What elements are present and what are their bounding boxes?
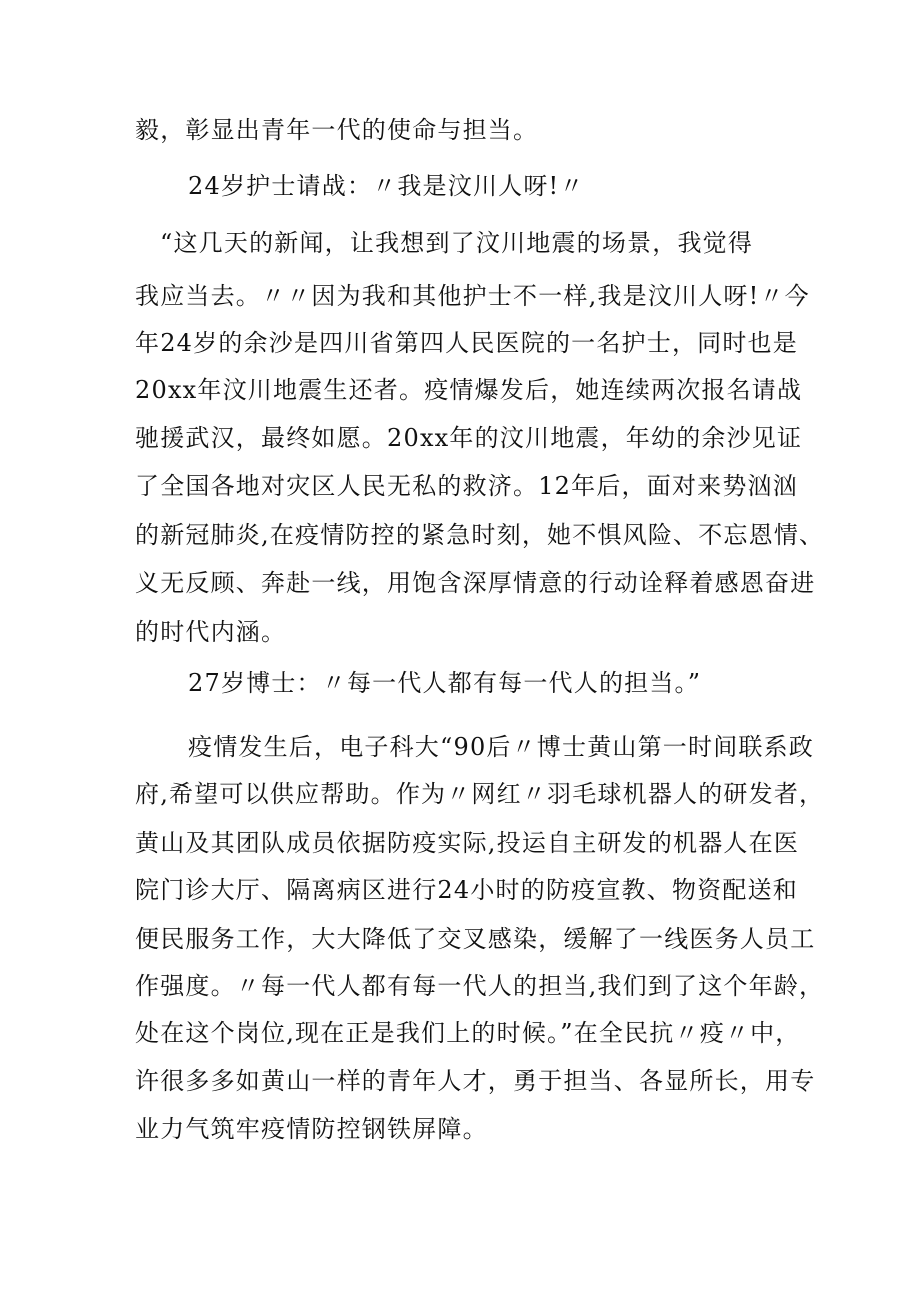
paragraph-line: 了全国各地对灾区人民无私的救济。12年后，面对来势汹汹 — [135, 472, 798, 500]
paragraph-line: 业力气筑牢疫情防控钢铁屏障。 — [135, 1115, 488, 1143]
paragraph-line: 我应当去。〃〃因为我和其他护士不一样,我是汶川人呀!〃今 — [135, 282, 810, 310]
paragraph-line: 的新冠肺炎,在疫情防控的紧急时刻，她不惧风险、不忘恩情、 — [135, 521, 825, 549]
section-heading-nurse: 24岁护士请战：〃我是汶川人呀!〃 — [188, 172, 585, 200]
paragraph-line: 黄山及其团队成员依据防疫实际,投运自主研发的机器人在医 — [135, 829, 800, 857]
paragraph-line: 疫情发生后，电子科大“90后〃博士黄山第一时间联系政 — [188, 733, 815, 761]
paragraph-line: 处在这个岗位,现在正是我们上的时候。”在全民抗〃疫〃中， — [135, 1019, 801, 1047]
paragraph-line: 20xx年汶川地震生还者。疫情爆发后，她连续两次报名请战 — [135, 376, 803, 404]
paragraph-line: “这几天的新闻，让我想到了汶川地震的场景，我觉得 — [160, 229, 754, 257]
paragraph-line: 的时代内涵。 — [135, 618, 287, 646]
paragraph-line: 许很多多如黄山一样的青年人才，勇于担当、各显所长，用专 — [135, 1067, 816, 1095]
paragraph-line: 院门诊大厅、隔离病区进行24小时的防疫宣教、物资配送和 — [135, 876, 798, 904]
paragraph-line: 府,希望可以供应帮助。作为〃网红〃羽毛球机器人的研发者， — [135, 780, 825, 808]
paragraph-line: 毅，彰显出青年一代的使命与担当。 — [135, 116, 539, 144]
paragraph-line: 义无反顾、奔赴一线，用饱含深厚情意的行动诠释着感恩奋进 — [135, 569, 816, 597]
paragraph-line: 便民服务工作，大大降低了交叉感染，缓解了一线医务人员工 — [135, 925, 816, 953]
paragraph-line: 年24岁的余沙是四川省第四人民医院的一名护士，同时也是 — [135, 329, 798, 357]
section-heading-doctor: 27岁博士：〃每一代人都有每一代人的担当。” — [188, 669, 702, 697]
paragraph-line: 驰援武汉，最终如愿。20xx年的汶川地震，年幼的余沙见证 — [135, 424, 803, 452]
paragraph-line: 作强度。〃每一代人都有每一代人的担当,我们到了这个年龄， — [135, 972, 825, 1000]
